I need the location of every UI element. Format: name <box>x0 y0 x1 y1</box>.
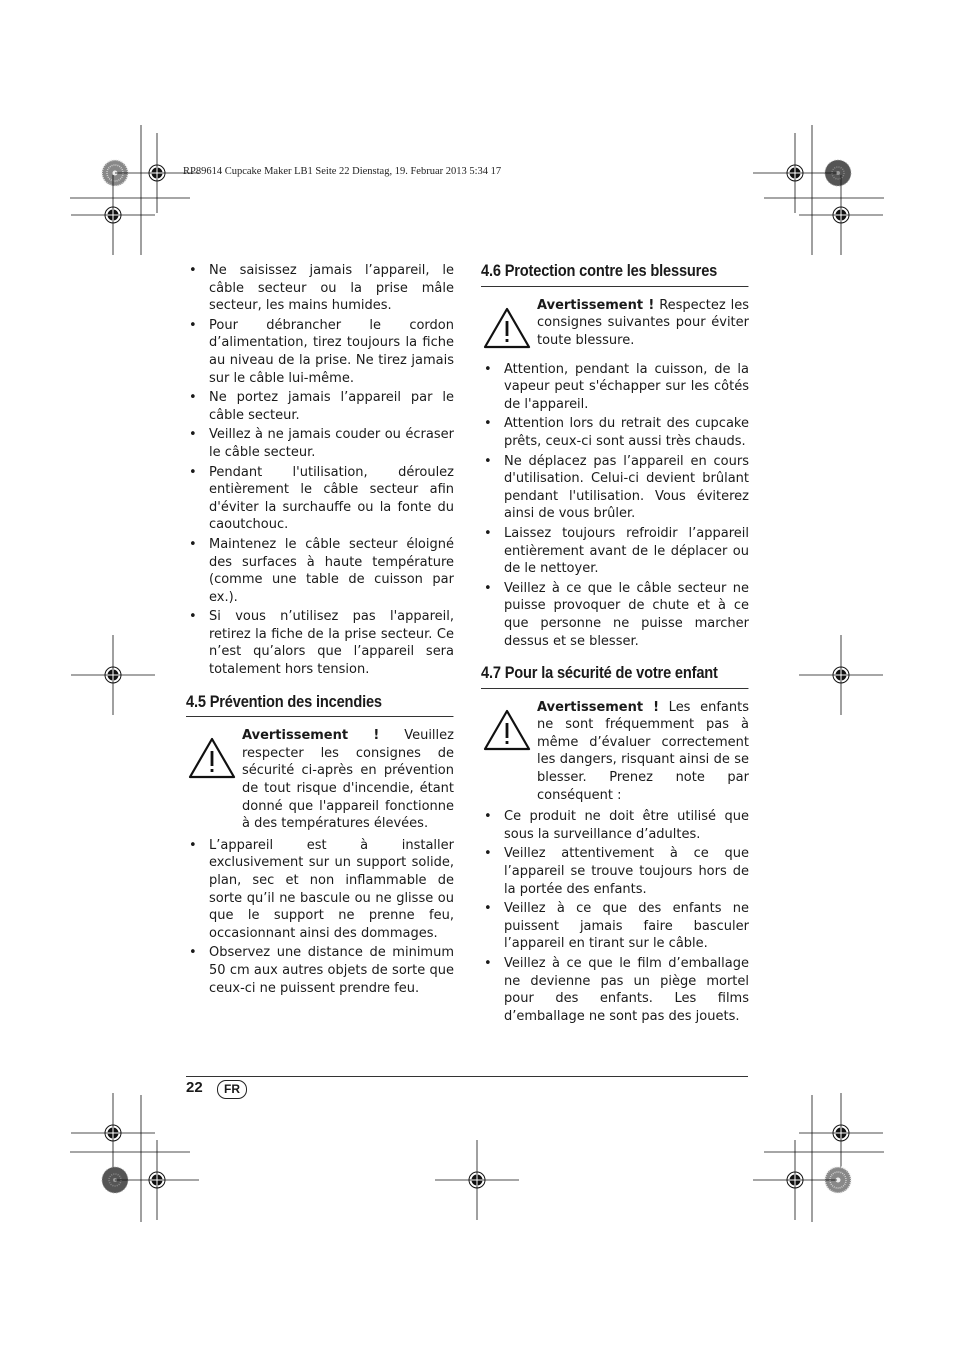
list-item: • Ne saisissez jamais l’appareil, le câble secteur ou la prise mâle secteur, les mains humides. <box>186 262 454 315</box>
warning-block <box>481 297 749 357</box>
print-header: RP89614 Cupcake Maker LB1 Seite 22 Dienstag, 19. Februar 2013 5:34 17 <box>183 166 502 177</box>
list-item: • Attention lors du retrait des cupcake prêts, ceux-ci sont aussi très chauds. <box>481 415 749 450</box>
list-item: • Attention, pendant la cuisson, de la vapeur peut s'échapper sur les côtés de l'appareil. <box>481 361 749 414</box>
warning-triangle-icon <box>188 737 236 779</box>
list-item: • Veillez à ce que des enfants ne puissent jamais faire basculer l’appareil en tirant sur le câble. <box>481 900 749 953</box>
registration-cross-icon <box>435 1140 519 1220</box>
list-item: • Si vous n’utilisez pas l'appareil, retirez la fiche de la prise secteur. Ce n’est qu’alors que l’appareil sera totalement hors tension. <box>186 608 454 678</box>
list-item: • Ne portez jamais l’appareil par le câble secteur. <box>186 389 454 424</box>
warning-block <box>186 727 454 833</box>
footer-rule <box>186 1076 748 1077</box>
list-item: • Veillez à ce que le câble secteur ne puisse provoquer de chute et à ce que personne ne puisse marcher dessus et se blesser. <box>481 580 749 650</box>
warning-label: Avertissement ! <box>537 699 660 715</box>
list-item: • Pendant l'utilisation, déroulez entièrement le câble secteur afin d'éviter la surchauffe ou la fonte du caoutchouc. <box>186 464 454 534</box>
language-badge: FR <box>217 1080 247 1099</box>
bullet-list <box>186 837 454 997</box>
section-title-4-6: 4.6 Protection contre les blessures <box>481 262 748 287</box>
bullet-list <box>481 808 749 1025</box>
registration-cross-icon <box>71 635 155 715</box>
page-number: 22 <box>186 1079 203 1096</box>
list-item: • Laissez toujours refroidir l’appareil entièrement avant de le déplacer ou de le nettoyer. <box>481 525 749 578</box>
list-item: • L’appareil est à installer exclusivement sur un support solide, plan, sec et non inflammable de sorte qu’il ne bascule ou ne glisse ou que le support ne prenne feu, occasionnant ainsi des dommages. <box>186 837 454 943</box>
list-item: • Pour débrancher le cordon d’alimentation, tirez toujours la fiche au niveau de la prise. Ne tirez jamais sur le câble lui-même. <box>186 317 454 387</box>
list-item: • Veillez à ne jamais couder ou écraser le câble secteur. <box>186 426 454 461</box>
registration-cross-icon <box>71 1093 155 1173</box>
warning-block <box>481 699 749 805</box>
list-item: • Ce produit ne doit être utilisé que sous la surveillance d’adultes. <box>481 808 749 843</box>
section-title-4-5: 4.5 Prévention des incendies <box>186 693 453 718</box>
registration-cross-icon <box>799 635 883 715</box>
list-item: • Observez une distance de minimum 50 cm aux autres objets de sorte que ceux-ci ne puissent prendre feu. <box>186 944 454 997</box>
right-column <box>481 262 749 1027</box>
list-item: • Veillez à ce que le film d’emballage ne devienne pas un piège mortel pour des enfants. Les films d’emballage ne sont pas des jouets. <box>481 955 749 1025</box>
registration-cross-icon <box>71 175 155 255</box>
warning-text: Les enfants ne sont fréquemment pas à même d’évaluer correctement les dangers, risquant ainsi de se blesser. Prenez note par conséquent : <box>537 699 749 803</box>
left-column <box>186 262 454 999</box>
warning-text: Respectez les consignes suivantes pour éviter toute blessure. <box>537 297 749 348</box>
list-item: • Ne déplacez pas l’appareil en cours d'utilisation. Celui-ci devient brûlant pendant l'utilisation. Vous éviterez ainsi de vous brûler. <box>481 453 749 523</box>
warning-label: Avertissement ! <box>537 297 655 313</box>
warning-triangle-icon <box>483 709 531 751</box>
section-title-4-7: 4.7 Pour la sécurité de votre enfant <box>481 664 748 689</box>
bullet-list <box>186 262 454 679</box>
list-item: • Maintenez le câble secteur éloigné des surfaces à haute température (comme une table de cuisson par ex.). <box>186 536 454 606</box>
bullet-list <box>481 361 749 651</box>
warning-triangle-icon <box>483 307 531 349</box>
list-item: • Veillez attentivement à ce que l’appareil se trouve toujours hors de la portée des enfants. <box>481 845 749 898</box>
warning-label: Avertissement ! <box>242 728 380 744</box>
warning-text: Veuillez respecter les consignes de sécurité ci-après en prévention de tout risque d'incendie, étant donné que l'appareil fonctionne à des températures élevées. <box>242 728 454 832</box>
registration-cross-icon <box>753 133 837 213</box>
